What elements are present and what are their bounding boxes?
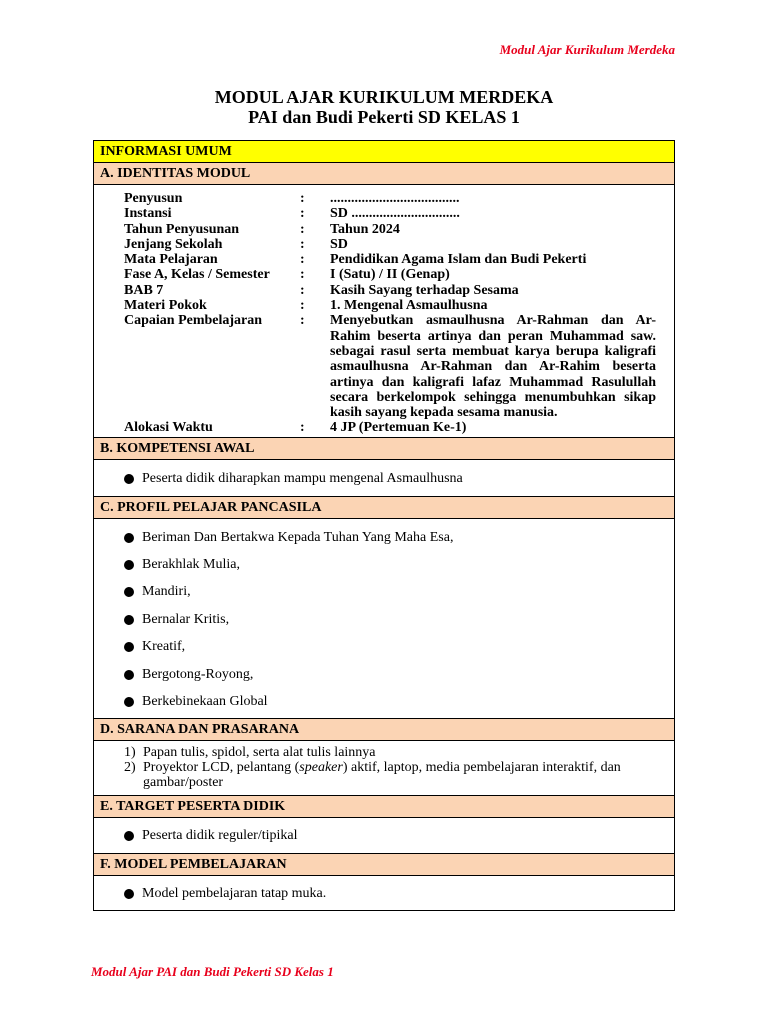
identitas-row (124, 313, 656, 420)
identitas-label: Capaian Pembelajaran (124, 313, 263, 329)
identitas-row (124, 267, 656, 282)
profil-section (94, 519, 674, 719)
identitas-value: SD ............................... (330, 206, 460, 222)
profil-item (124, 606, 674, 633)
sarana-item-number: 1) (124, 745, 136, 760)
sarana-text-pre: Papan tulis, spidol, serta alat tulis lainnya (143, 745, 376, 760)
kompetensi-heading: B. KOMPETENSI AWAL (94, 438, 674, 460)
profil-item (124, 661, 674, 688)
identitas-row (124, 191, 656, 206)
profil-item-text: Bergotong-Royong, (142, 666, 254, 682)
identitas-value: Pendidikan Agama Islam dan Budi Pekerti (330, 252, 587, 268)
identitas-colon: : (300, 298, 305, 314)
kompetensi-item-text: Peserta didik diharapkan mampu mengenal Asmaulhusna (142, 470, 463, 486)
sarana-item-text (143, 745, 376, 760)
target-item-text: Peserta didik reguler/tipikal (142, 827, 298, 843)
identitas-value: 1. Mengenal Asmaulhusna (330, 298, 488, 314)
model-item-text: Model pembelajaran tatap muka. (142, 885, 327, 901)
profil-item-text: Bernalar Kritis, (142, 611, 230, 627)
profil-item-text: Berkebinekaan Global (142, 694, 268, 710)
bullet-icon (124, 587, 134, 597)
identitas-label: Instansi (124, 206, 172, 222)
profil-heading: C. PROFIL PELAJAR PANCASILA (94, 497, 674, 519)
identitas-label: Materi Pokok (124, 298, 207, 314)
identitas-value: I (Satu) / II (Genap) (330, 267, 450, 283)
kompetensi-section (94, 460, 674, 497)
identitas-label: Jenjang Sekolah (124, 236, 223, 252)
kompetensi-item (124, 465, 674, 492)
identitas-colon: : (300, 282, 305, 298)
profil-list (94, 519, 674, 716)
title-line-2: PAI dan Budi Pekerti SD KELAS 1 (248, 107, 520, 127)
profil-item-text: Mandiri, (142, 584, 191, 600)
profil-item (124, 688, 674, 715)
module-table (93, 140, 675, 911)
identitas-row (124, 283, 656, 298)
identitas-value: SD (330, 236, 348, 252)
identitas-heading: A. IDENTITAS MODUL (94, 163, 674, 185)
identitas-section (94, 185, 674, 438)
target-list (94, 818, 674, 849)
running-footer: Modul Ajar PAI dan Budi Pekerti SD Kelas 1 (91, 964, 334, 979)
identitas-colon: : (300, 267, 305, 283)
bullet-icon (124, 560, 134, 570)
sarana-text-post: ) aktif, laptop, media pembelajaran interaktif, dan gambar/poster (143, 760, 621, 791)
model-list (94, 876, 674, 907)
bullet-icon (124, 642, 134, 652)
identitas-label: BAB 7 (124, 282, 164, 298)
profil-item (124, 551, 674, 578)
profil-item (124, 634, 674, 661)
sarana-item-number: 2) (124, 760, 136, 776)
sarana-text-italic: speaker (299, 760, 343, 776)
identitas-colon: : (300, 191, 305, 206)
profil-item-text: Beriman Dan Bertakwa Kepada Tuhan Yang Maha Esa, (142, 529, 454, 545)
bullet-icon (124, 533, 134, 543)
identitas-value: 4 JP (Pertemuan Ke-1) (330, 420, 467, 436)
target-item (124, 822, 674, 849)
sarana-heading: D. SARANA DAN PRASARANA (94, 719, 674, 741)
kompetensi-list (94, 460, 674, 492)
identitas-colon: : (300, 420, 305, 436)
bullet-icon (124, 889, 134, 899)
bullet-icon (124, 615, 134, 625)
identitas-label: Alokasi Waktu (124, 420, 213, 436)
identitas-colon: : (300, 252, 305, 268)
sarana-item (124, 760, 656, 790)
identitas-label: Mata Pelajaran (124, 252, 218, 268)
identitas-label: Penyusun (124, 191, 183, 206)
identitas-colon: : (300, 236, 305, 252)
identitas-rows (94, 185, 674, 436)
sarana-item (124, 745, 656, 760)
identitas-label: Tahun Penyusunan (124, 221, 240, 237)
sarana-item-text (143, 760, 656, 790)
bullet-icon (124, 697, 134, 707)
target-heading: E. TARGET PESERTA DIDIK (94, 796, 674, 818)
identitas-value: Menyebutkan asmaulhusna Ar-Rahman dan Ar-Rahim beserta artinya dan peran Muhammad saw. sebagai rasul serta membuat karya berupa kaligrafi asmaulhusna Ar-Rahman dan Ar-Rahim beserta artinya dan kaligrafi lafaz Muhammad Rasulullah secara berkelompok sehingga menumbuhkan sikap kasih sayang kepada sesama manusia. (330, 313, 656, 421)
running-header: Modul Ajar Kurikulum Merdeka (499, 42, 675, 57)
bullet-icon (124, 670, 134, 680)
identitas-label: Fase A, Kelas / Semester (124, 267, 270, 283)
identitas-value: Tahun 2024 (330, 221, 400, 237)
info-umum-heading: INFORMASI UMUM (94, 141, 674, 163)
identitas-colon: : (300, 221, 305, 237)
model-section (94, 876, 674, 910)
title-line-1: MODUL AJAR KURIKULUM MERDEKA (214, 87, 554, 107)
document-title (0, 87, 768, 127)
target-section (94, 818, 674, 854)
identitas-row (124, 420, 656, 435)
identitas-row (124, 222, 656, 237)
identitas-row (124, 206, 656, 221)
model-heading: F. MODEL PEMBELAJARAN (94, 854, 674, 876)
sarana-text-pre: Proyektor LCD, pelantang ( (143, 760, 300, 776)
identitas-colon: : (300, 206, 305, 222)
profil-item-text: Kreatif, (142, 639, 186, 655)
profil-item (124, 524, 674, 551)
model-item (124, 880, 674, 907)
identitas-row (124, 252, 656, 267)
sarana-list (94, 741, 674, 795)
bullet-icon (124, 474, 134, 484)
bullet-icon (124, 831, 134, 841)
sarana-section (94, 741, 674, 796)
identitas-value: Kasih Sayang terhadap Sesama (330, 282, 519, 298)
identitas-value: ..................................... (330, 191, 460, 206)
identitas-colon: : (300, 313, 305, 329)
profil-item (124, 579, 674, 606)
identitas-row (124, 237, 656, 252)
identitas-row (124, 298, 656, 313)
profil-item-text: Berakhlak Mulia, (142, 557, 240, 573)
